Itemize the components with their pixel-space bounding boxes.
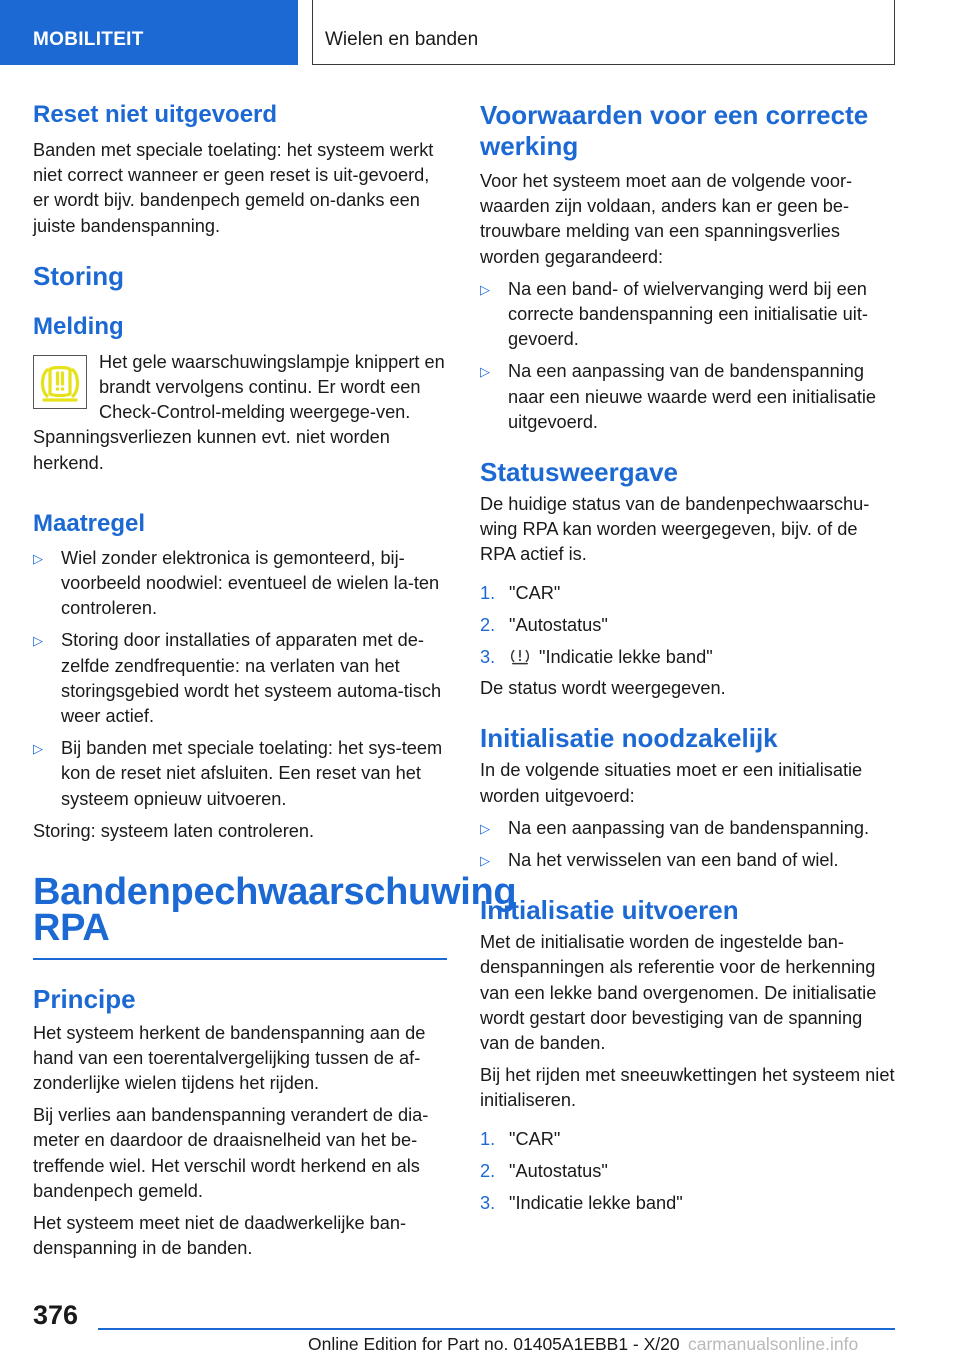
maatregel-list (33, 546, 447, 812)
title-rule (33, 958, 447, 960)
step-item: 1. "CAR" (480, 582, 561, 603)
tire-pressure-warning-icon (509, 647, 531, 665)
voorwaarden-heading: Voorwaarden voor een correcte werking (480, 100, 869, 161)
step-item: 1. "CAR" (480, 1128, 561, 1149)
list-item: ▷ Na een band- of wielvervanging werd bij een correcte bandenspanning een initialisatie uit-gevoerd. (480, 278, 868, 350)
header-chapter-box (312, 0, 895, 65)
triangle-bullet-icon: ▷ (480, 820, 490, 836)
list-item: ▷ Na een aanpassing van de bandenspanning naar een nieuwe waarde werd een initialisatie uitgevoerd. (480, 361, 877, 432)
init-nood-text: In de volgende situaties moet er een initialisatie worden uitgevoerd: (480, 760, 863, 806)
triangle-bullet-icon: ▷ (480, 281, 490, 297)
step-item: 2. "Autostatus" (480, 1160, 608, 1181)
header-section-label: MOBILITEIT (33, 29, 144, 50)
header-section-tab (0, 0, 298, 65)
principe-paragraph-1: Het systeem herkent de bandenspanning aan de hand van een toerentalvergelijking tussen de af-zonderlijke wielen tijdens het rijden. (33, 1022, 426, 1093)
list-item: ▷ Bij banden met speciale toelating: het sys-teem kon de reset niet afsluiten. Een reset van het systeem opnieuw uitvoeren. (33, 738, 443, 809)
footer-rule (98, 1328, 895, 1330)
step-item: 3. "Indicatie lekke band" (480, 1193, 683, 1214)
list-item: ▷ Na het verwisselen van een band of wiel. (480, 848, 895, 873)
status-heading: Statusweergave (480, 457, 678, 488)
page-number: 376 (33, 1300, 79, 1330)
triangle-bullet-icon: ▷ (33, 633, 43, 649)
principe-paragraph-2: Bij verlies aan bandenspanning verandert de dia-meter en daardoor de draaisnelheid van het be-treffende wiel. Het verschil wordt herkend en als bandenpech gemeld. (33, 1105, 429, 1201)
status-after-text: De status wordt weergegeven. (480, 678, 726, 699)
melding-text: Het gele waarschuwingslampje knippert en brandt vervolgens continu. Er wordt een Check-Control-melding weergege-ven. Spanningsverliezen kunnen evt. niet worden herkend. (33, 351, 445, 473)
tire-pressure-warning-icon (33, 355, 87, 409)
maatregel-heading: Maatregel (33, 509, 146, 537)
storing-text: Storing: systeem laten controleren. (33, 820, 315, 841)
melding-heading: Melding (33, 312, 124, 340)
rpa-title: Bandenpechwaarschuwing RPA (33, 871, 517, 950)
status-steps (480, 581, 895, 671)
right-column (480, 100, 895, 1216)
init-steps (480, 1127, 895, 1217)
voorwaarden-text: Voor het systeem moet aan de volgende voor-waarden zijn voldaan, anders kan er geen be-trouwbare melding van een spanningsverlies worden gegarandeerd: (480, 171, 853, 267)
init-nood-heading: Initialisatie noodzakelijk (480, 723, 778, 754)
header-chapter-label: Wielen en banden (325, 29, 479, 50)
status-text: De huidige status van de bandenpechwaarschu-wing RPA kan worden weergegeven, bijv. of de RPA actief is. (480, 494, 870, 565)
step-item: 3. "Indicatie lekke band" (480, 647, 713, 668)
init-uit-heading: Initialisatie uitvoeren (480, 895, 739, 926)
voorwaarden-list (480, 277, 895, 435)
footer-watermark: carmanualsonline.info (684, 1334, 858, 1355)
melding-block (33, 350, 447, 476)
triangle-bullet-icon: ▷ (33, 741, 43, 757)
footer-edition: Online Edition for Part no. 01405A1EBB1 - X/20 (308, 1334, 680, 1354)
left-column (33, 100, 517, 1261)
step-item: 2. "Autostatus" (480, 614, 608, 635)
init-uit-paragraph-1: Met de initialisatie worden de ingestelde ban-denspanningen als referentie voor de herkenning van een lekke band overgenomen. De initialisatie wordt gestart door bevestiging van de spanning van de banden. (480, 932, 877, 1054)
list-item: ▷ Na een aanpassing van de bandenspanning. (480, 816, 895, 841)
reset-text: Banden met speciale toelating: het systeem werkt niet correct wanneer er geen reset is uit-gevoerd, er wordt bijv. bandenpech gemeld on-danks een juiste bandenspanning. (33, 140, 434, 236)
reset-heading: Reset niet uitgevoerd (33, 101, 278, 128)
storing-heading: Storing (33, 260, 124, 291)
triangle-bullet-icon: ▷ (480, 364, 490, 380)
triangle-bullet-icon: ▷ (480, 853, 490, 869)
principe-heading: Principe (33, 983, 136, 1014)
init-uit-paragraph-2: Bij het rijden met sneeuwkettingen het systeem niet initialiseren. (480, 1065, 895, 1111)
principe-paragraph-3: Het systeem meet niet de daadwerkelijke ban-denspanning in de banden. (33, 1212, 407, 1259)
list-item: ▷ Wiel zonder elektronica is gemonteerd, bij-voorbeeld noodwiel: eventueel de wielen la-ten controleren. (33, 547, 440, 619)
triangle-bullet-icon: ▷ (33, 550, 43, 566)
init-nood-list (480, 816, 895, 873)
list-item: ▷ Storing door installaties of apparaten met de-zelfde zendfrequentie: na verlaten van het storingsgebied wordt het systeem automa-tisch weer actief. (33, 630, 442, 727)
